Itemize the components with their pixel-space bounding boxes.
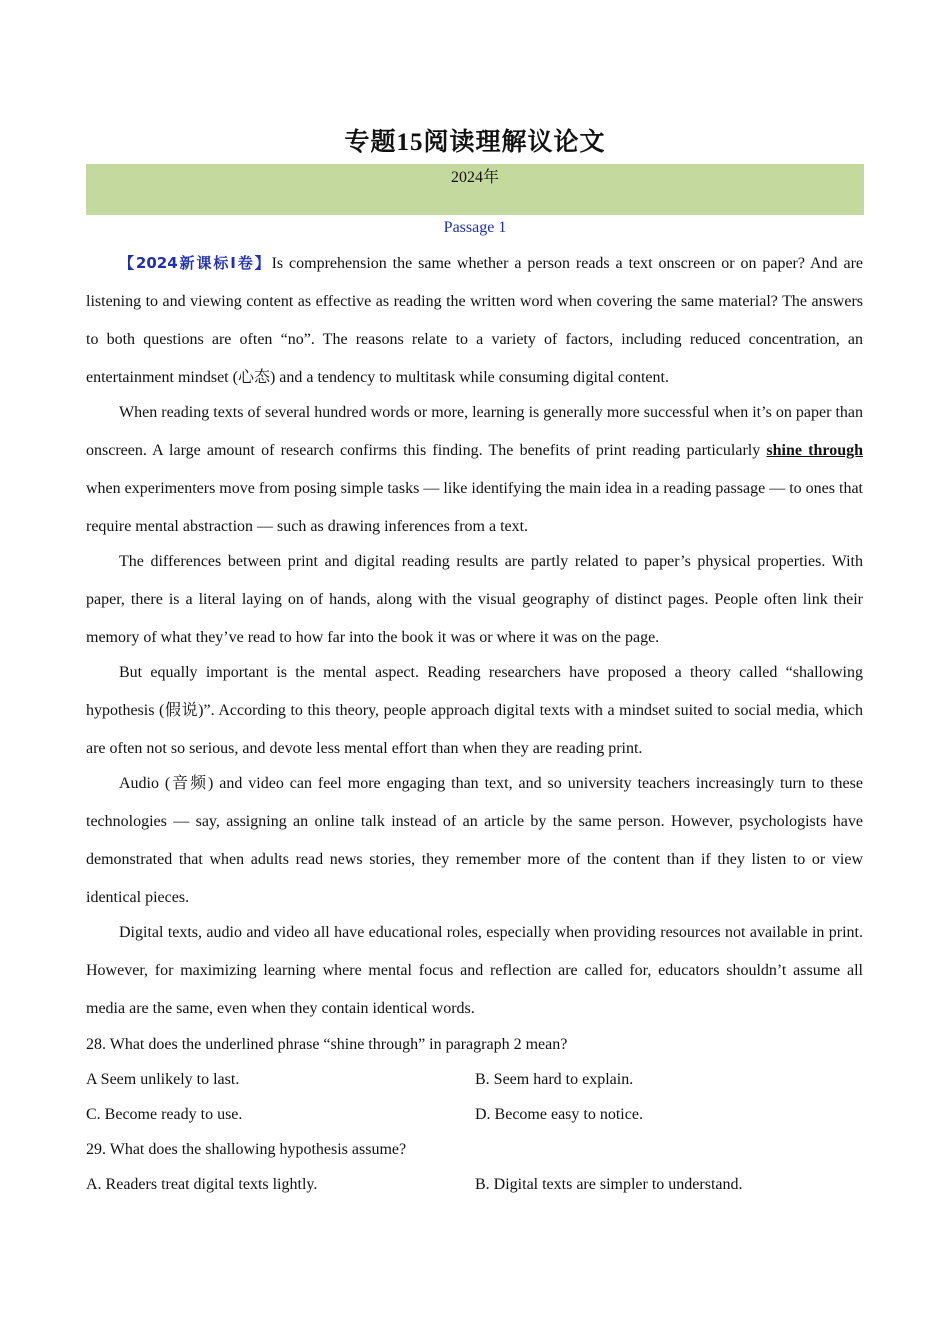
question-29-stem: 29. What does the shallowing hypothesis assume? bbox=[86, 1141, 407, 1158]
paragraph-1 bbox=[86, 244, 863, 397]
page-title: 专题15阅读理解议论文 bbox=[344, 129, 606, 156]
year-label: 2024年 bbox=[450, 169, 499, 186]
paragraph-2-end: when experimenters move from posing simple tasks — like identifying the main idea in a reading passage — to ones that require mental abstraction — such as drawing inferences from a text. bbox=[86, 480, 863, 535]
source-tag: 【2024新课标Ⅰ卷】 bbox=[119, 254, 272, 272]
question-29-option-a: A. Readers treat digital texts lightly. bbox=[86, 1176, 318, 1193]
question-29-option-b: B. Digital texts are simpler to understand. bbox=[475, 1176, 743, 1193]
paragraph-6: Digital texts, audio and video all have educational roles, especially when providing resources not available in print. However, for maximizing learning where mental focus and reflection are called for, educators shouldn’t assume all media are the same, even when they contain identical words. bbox=[86, 924, 863, 1017]
paragraph-5: Audio (音频) and video can feel more engaging than text, and so university teachers increasingly turn to these technologies — say, assigning an online talk instead of an article by the same person. However, psychologists have demonstrated that when adults read news stories, they remember more of the content than if they listen to or view identical pieces. bbox=[86, 775, 863, 906]
paragraph-2-start: When reading texts of several hundred words or more, learning is generally more successful when it’s on paper than onscreen. A large amount of research confirms this finding. The benefits of print reading particularly bbox=[86, 404, 863, 459]
passage-label: Passage 1 bbox=[443, 219, 507, 236]
paragraph-1-text: Is comprehension the same whether a person reads a text onscreen or on paper? And are listening to and viewing content as effective as reading the written word when covering the same material? The answers to both questions are often “no”. The reasons relate to a variety of factors, including reduced concentration, an entertainment mindset (心态) and a tendency to multitask while consuming digital content. bbox=[86, 255, 863, 386]
question-28-option-b: B. Seem hard to explain. bbox=[475, 1071, 634, 1088]
paragraph-3: The differences between print and digital reading results are partly related to paper’s physical properties. With paper, there is a literal laying on of hands, along with the visual geography of distinct pages. People often link their memory of what they’ve read to how far into the book it was or where it was on the page. bbox=[86, 553, 863, 646]
question-28-stem: 28. What does the underlined phrase “shine through” in paragraph 2 mean? bbox=[86, 1036, 568, 1053]
question-28-option-a: A Seem unlikely to last. bbox=[86, 1071, 240, 1088]
paragraph-4: But equally important is the mental aspect. Reading researchers have proposed a theory called “shallowing hypothesis (假说)”. According to this theory, people approach digital texts with a mindset suited to social media, which are often not so serious, and devote less mental effort than when they are reading print. bbox=[86, 664, 863, 757]
paragraph-2 bbox=[86, 394, 863, 546]
question-28-option-c: C. Become ready to use. bbox=[86, 1106, 243, 1123]
underlined-phrase: shine through bbox=[766, 442, 864, 459]
passage-body bbox=[86, 244, 863, 1025]
year-banner bbox=[86, 164, 864, 215]
question-28-option-d: D. Become easy to notice. bbox=[475, 1106, 643, 1123]
